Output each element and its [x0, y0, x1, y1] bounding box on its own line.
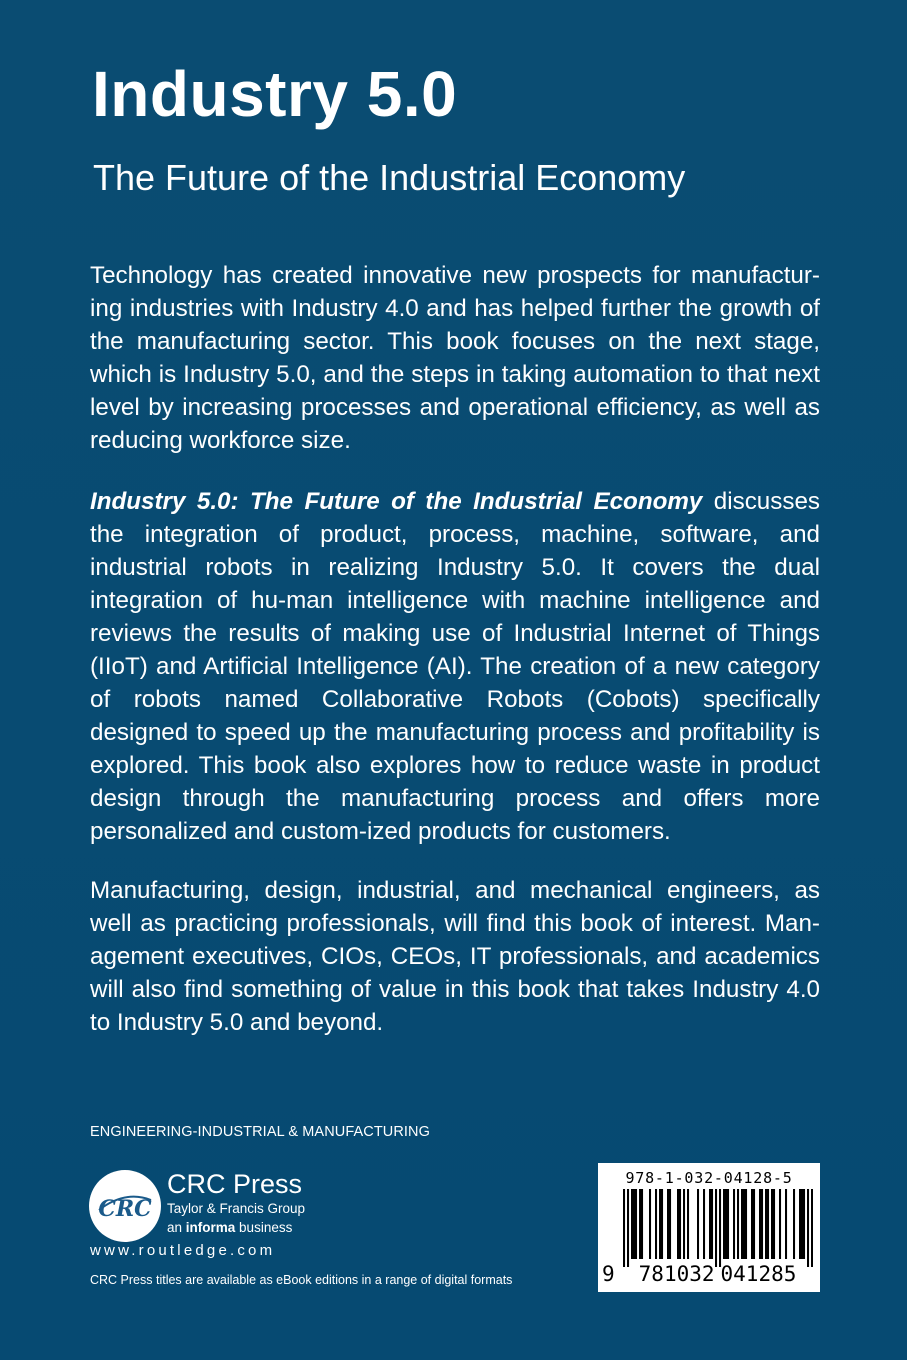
barcode-bar — [639, 1189, 641, 1259]
barcode-bar — [669, 1189, 671, 1259]
barcode-bar — [807, 1189, 809, 1267]
barcode-bar — [779, 1189, 781, 1259]
barcode-bar — [733, 1189, 735, 1259]
business-suffix: business — [235, 1220, 293, 1235]
barcode-bar — [661, 1189, 663, 1259]
barcode-bar — [709, 1189, 711, 1259]
ean-left-digits: 781032 — [638, 1262, 715, 1286]
barcode-bar — [635, 1189, 637, 1259]
crc-logo-icon — [89, 1170, 161, 1242]
barcode-bar — [761, 1189, 763, 1259]
barcode-bar — [711, 1189, 713, 1259]
barcode-bar — [627, 1189, 629, 1267]
subject-category: ENGINEERING-INDUSTRIAL & MANUFACTURING — [90, 1124, 431, 1140]
crc-press-logo — [89, 1170, 161, 1242]
barcode-bar — [801, 1189, 803, 1259]
barcode-bar — [641, 1189, 643, 1259]
barcode-bar — [727, 1189, 729, 1259]
barcode-bar — [743, 1189, 745, 1259]
ean-first-digit: 9 — [602, 1262, 615, 1286]
crc-logo-text: CRC — [98, 1196, 152, 1222]
barcode-bar — [737, 1189, 739, 1259]
barcode-bar — [793, 1189, 795, 1259]
barcode-bar — [677, 1189, 679, 1259]
barcode-bar — [811, 1189, 813, 1267]
description-paragraph-2 — [90, 485, 820, 848]
business-prefix: an — [167, 1220, 186, 1235]
barcode-bar — [719, 1189, 721, 1267]
barcode-bar — [679, 1189, 681, 1259]
barcode-bar — [649, 1189, 651, 1259]
publisher-name: CRC Press — [167, 1169, 303, 1199]
ean-right-digits: 041285 — [720, 1262, 797, 1286]
barcode-bar — [633, 1189, 635, 1259]
informa-brand: informa — [185, 1220, 236, 1235]
description-paragraph-3: Manufacturing, design, industrial, and mechanical engineers, as well as practicing professionals, will find this book of interest. Man-agement executives, CIOs, CEOs, IT professionals, and academics will also find something of value in this book that takes Industry 4.0 to Industry 5.0 and beyond. — [90, 877, 820, 1036]
barcode-bar — [773, 1189, 775, 1259]
barcode-bar — [767, 1189, 769, 1259]
barcode-bar — [667, 1189, 669, 1259]
barcode-bar — [785, 1189, 787, 1259]
barcode-bar — [771, 1189, 773, 1259]
barcode-bar — [703, 1189, 705, 1259]
barcode-bar — [745, 1189, 747, 1259]
barcode-bar — [655, 1189, 657, 1259]
publisher-business-line — [167, 1221, 292, 1235]
barcode-bar — [799, 1189, 801, 1259]
barcode-bar — [765, 1189, 767, 1259]
publisher-group: Taylor & Francis Group — [167, 1201, 306, 1216]
paragraph-2-book-title: Industry 5.0: The Future of the Industrial Economy — [90, 488, 703, 515]
isbn-hyphenated: 978-1-032-04128-5 — [625, 1169, 793, 1187]
barcode-bar — [715, 1189, 717, 1267]
paragraph-2-text: discusses the integration of product, process, machine, software, and industrial robots in realizing Industry 5.0. It covers the dual integration of hu-man intelligence with machine intelligence and reviews the results of making use of Industrial Internet of Things (IIoT) and Artificial Intelligence (AI). The creation of a new category of robots named Collaborative Robots (Cobots) specifically designed to speed up the manufacturing process and profitability is explored. This book also explores how to reduce waste in product design through the manufacturing process and offers more personalized and custom-ized products for customers. — [90, 488, 820, 845]
barcode-bar — [631, 1189, 633, 1259]
barcode-bar — [759, 1189, 761, 1259]
book-title: Industry 5.0 — [92, 58, 458, 130]
ebook-availability-note: CRC Press titles are available as eBook editions in a range of digital formats — [90, 1273, 513, 1287]
barcode-bars — [623, 1189, 813, 1267]
barcode-bar — [623, 1189, 625, 1267]
description-paragraph-1: Technology has created innovative new prospects for manufactur-ing industries with Industry 4.0 and has helped further the growth of the manufacturing sector. This book focuses on the next stage, which is Industry 5.0, and the steps in taking automation to that next level by increasing processes and operational efficiency, as well as reducing workforce size. — [90, 262, 820, 454]
barcode-bar — [687, 1189, 689, 1259]
barcode-bar — [697, 1189, 699, 1259]
barcode-bar — [723, 1189, 725, 1259]
barcode-bar — [741, 1189, 743, 1259]
barcode-bar — [725, 1189, 727, 1259]
barcode-bar — [751, 1189, 753, 1259]
publisher-website: www.routledge.com — [90, 1242, 276, 1259]
barcode-bar — [683, 1189, 685, 1259]
barcode-bar — [659, 1189, 661, 1259]
barcode-bar — [753, 1189, 755, 1259]
isbn-barcode — [598, 1163, 820, 1292]
isbn-digits-line — [602, 1262, 816, 1286]
book-subtitle: The Future of the Industrial Economy — [93, 157, 686, 198]
barcode-bar — [803, 1189, 805, 1259]
